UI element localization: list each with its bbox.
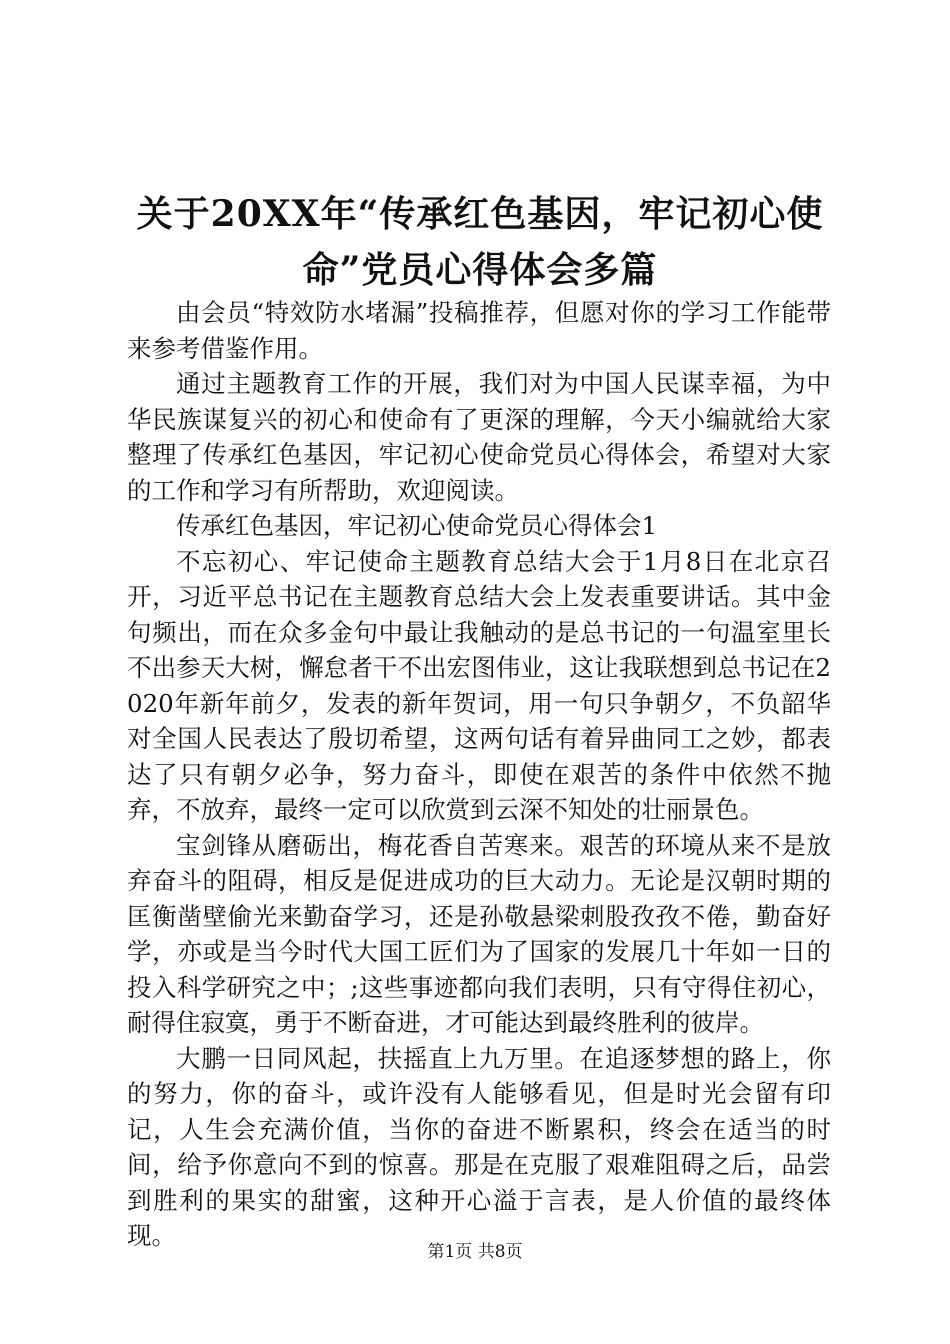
paragraph-intro: 由会员“特效防水堵漏”投稿推荐，但愿对你的学习工作能带来参考借鉴作用。 — [127, 298, 831, 363]
title-line-2: 命”党员心得体会多篇 — [302, 249, 658, 291]
document-title — [100, 186, 860, 298]
title-line-1: 关于20XX年“传承红色基因，牢记初心使 — [136, 193, 824, 235]
paragraph-body-2: 宝剑锋从磨砺出，梅花香自苦寒来。艰苦的环境从来不是放弃奋斗的阻碍，相反是促进成功的巨大动力。无论是汉朝时期的匡衡凿壁偷光来勤奋学习，还是孙敬悬梁刺股孜孜不倦，勤奋好学，亦或是当今时代大国工匠们为了国家的发展几十年如一日的投入科学研究之中；;这些事迹都向我们表明，只有守得住初心，耐得住寂寞，勇于不断奋进，才可能达到最终胜利的彼岸。 — [127, 830, 831, 1037]
section-heading-1: 传承红色基因，牢记初心使命党员心得体会1 — [176, 511, 658, 540]
paragraph-body-1: 不忘初心、牢记使命主题教育总结大会于1月8日在北京召开，习近平总书记在主题教育总结大会上发表重要讲话。其中金句频出，而在众多金句中最让我触动的是总书记的一句温室里长不出参天大树，懈怠者干不出宏图伟业，这让我联想到总书记在2020年新年前夕，发表的新年贺词，用一句只争朝夕，不负韶华对全国人民表达了殷切希望，这两句话有着异曲同工之妙，都表达了只有朝夕必争，努力奋斗，即使在艰苦的条件中依然不抛弃，不放弃，最终一定可以欣赏到云深不知处的壮丽景色。 — [127, 546, 831, 824]
page-footer: 第1页 共8页 — [427, 1242, 523, 1262]
document-body — [127, 295, 831, 1254]
paragraph-preface: 通过主题教育工作的开展，我们对为中国人民谋幸福，为中华民族谋复兴的初心和使命有了更深的理解，今天小编就给大家整理了传承红色基因，牢记初心使命党员心得体会，希望对大家的工作和学习有所帮助，欢迎阅读。 — [127, 369, 831, 505]
paragraph-body-3: 大鹏一日同风起，扶摇直上九万里。在追逐梦想的路上，你的努力，你的奋斗，或许没有人能够看见，但是时光会留有印记，人生会充满价值，当你的奋进不断累积，终会在适当的时间，给予你意向不到的惊喜。那是在克服了艰难阻碍之后，品尝到胜利的果实的甜蜜，这种开心溢于言表，是人价值的最终体现。 — [127, 1043, 831, 1250]
